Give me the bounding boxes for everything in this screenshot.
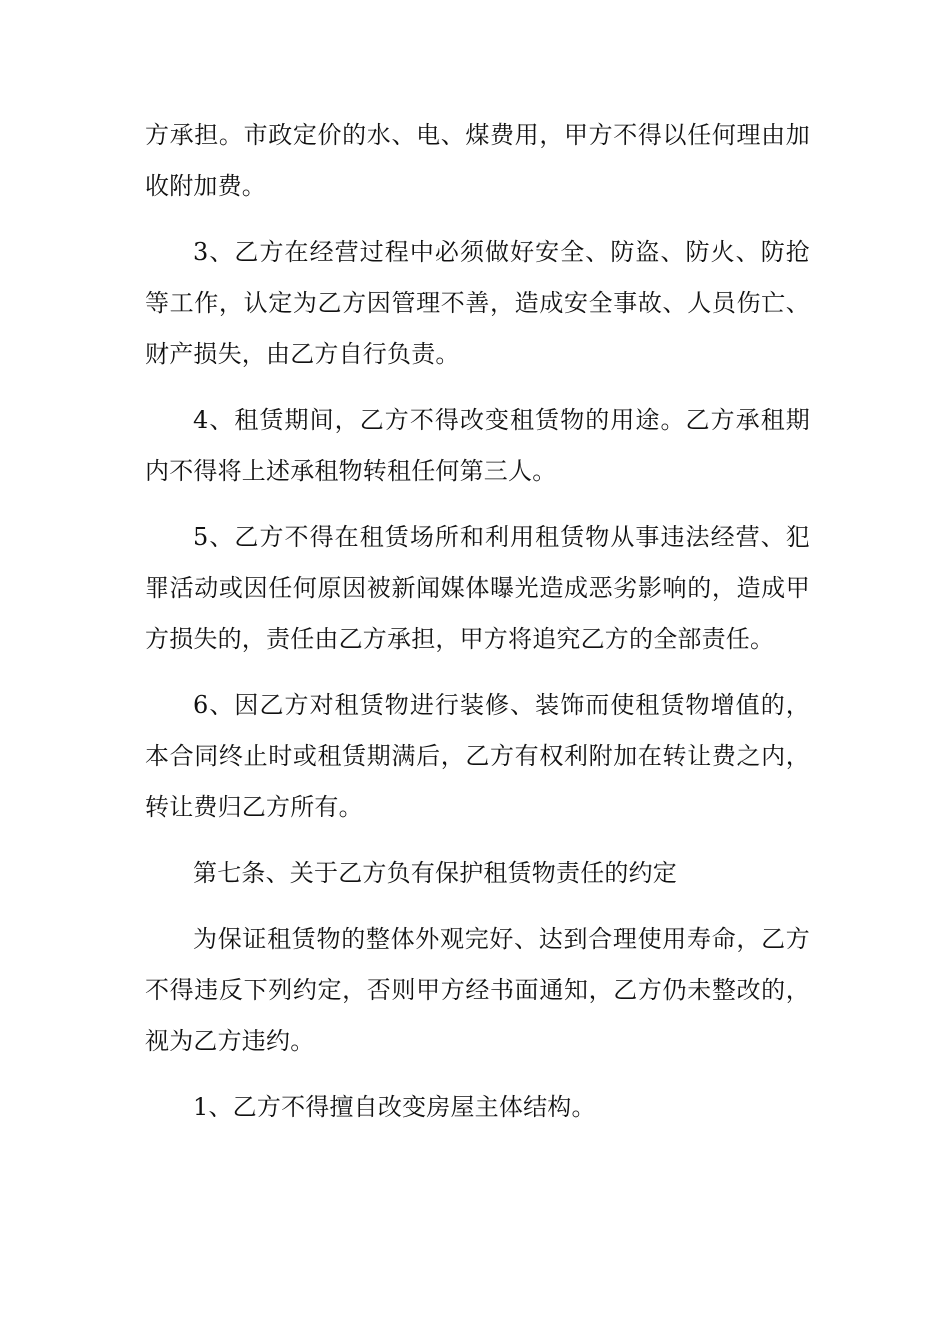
paragraph-clause-3: 3、乙方在经营过程中必须做好安全、防盗、防火、防抢等工作，认定为乙方因管理不善，造成安全事故、人员伤亡、财产损失，由乙方自行负责。: [145, 238, 810, 368]
paragraph-article-7-clause-1: 1、乙方不得擅自改变房屋主体结构。: [193, 1093, 596, 1121]
article-7-heading: 第七条、关于乙方负有保护租赁物责任的约定: [193, 859, 677, 887]
paragraph-article-7-intro: 为保证租赁物的整体外观完好、达到合理使用寿命，乙方不得违反下列约定，否则甲方经书面通知，乙方仍未整改的，视为乙方违约。: [145, 925, 810, 1055]
paragraph-clause-6: 6、因乙方对租赁物进行装修、装饰而使租赁物增值的，本合同终止时或租赁期满后，乙方有权利附加在转让费之内，转让费归乙方所有。: [145, 691, 810, 821]
paragraph-clause-4: 4、租赁期间，乙方不得改变租赁物的用途。乙方承租期内不得将上述承租物转租任何第三人。: [145, 406, 810, 485]
paragraph-continuation: 方承担。市政定价的水、电、煤费用，甲方不得以任何理由加收附加费。: [145, 121, 810, 200]
paragraph-clause-5: 5、乙方不得在租赁场所和利用租赁物从事违法经营、犯罪活动或因任何原因被新闻媒体曝光造成恶劣影响的，造成甲方损失的，责任由乙方承担，甲方将追究乙方的全部责任。: [145, 523, 810, 653]
document-body: [145, 110, 810, 1148]
